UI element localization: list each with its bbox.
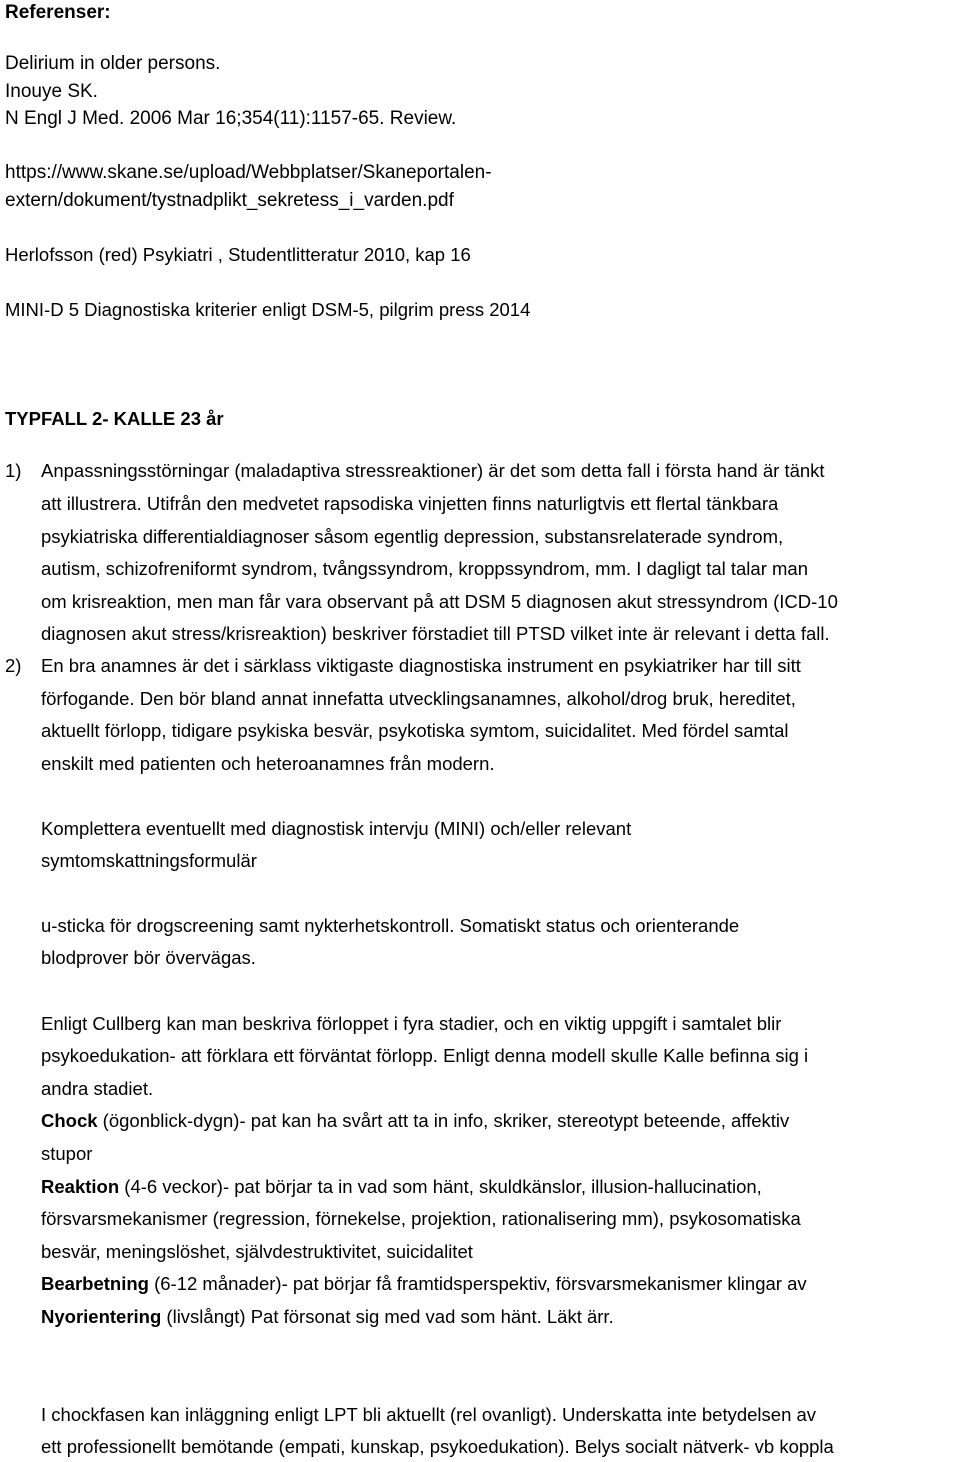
stage-text: (6-12 månader)- pat börjar få framtidsperspektiv, försvarsmekanismer klingar av bbox=[148, 1273, 807, 1294]
item2-line: enskilt med patienten och heteroanamnes från modern. bbox=[41, 753, 495, 774]
stage-line: stupor bbox=[41, 1143, 93, 1164]
reference-line: Delirium in older persons. bbox=[5, 53, 221, 74]
stage-text: (ögonblick-dygn)- pat kan ha svårt att ta in info, skriker, stereotypt beteende, affektiv bbox=[97, 1110, 790, 1131]
stage-term: Nyorientering bbox=[41, 1306, 162, 1327]
reference-line: Inouye SK. bbox=[5, 81, 98, 102]
item2-line: aktuellt förlopp, tidigare psykiska besvär, psykotiska symtom, suicidalitet. Med fördel samtal bbox=[41, 720, 789, 741]
stage-bearbetning bbox=[41, 1275, 807, 1294]
item1-line: att illustrera. Utifrån den medvetet rapsodiska vinjetten finns naturligtvis ett flertal tänkbara bbox=[41, 493, 779, 514]
reference-url-line: https://www.skane.se/upload/Webbplatser/Skaneportalen- bbox=[5, 162, 492, 183]
item1-line: om krisreaktion, men man får vara observant på att DSM 5 diagnosen akut stressyndrom (ICD-10 bbox=[41, 591, 838, 612]
paragraph-line: ett professionellt bemötande (empati, kunskap, psykoedukation). Belys socialt nätverk- vb koppla bbox=[41, 1436, 834, 1457]
reference-line: Herlofsson (red) Psykiatri , Studentlitteratur 2010, kap 16 bbox=[5, 244, 471, 265]
stage-reaktion bbox=[41, 1178, 762, 1197]
paragraph-line: andra stadiet. bbox=[41, 1078, 154, 1099]
item1-line: diagnosen akut stress/krisreaktion) beskriver förstadiet till PTSD vilket inte är relevant i detta fall. bbox=[41, 623, 830, 644]
case-heading-text: TYPFALL 2- KALLE 23 år bbox=[5, 408, 224, 429]
reference-line: MINI-D 5 Diagnostiska kriterier enligt DSM-5, pilgrim press 2014 bbox=[5, 299, 531, 320]
case-heading bbox=[5, 410, 224, 429]
stage-nyorientering bbox=[41, 1308, 614, 1327]
paragraph-line: I chockfasen kan inläggning enligt LPT bli aktuellt (rel ovanligt). Underskatta inte betydelsen av bbox=[41, 1404, 817, 1425]
references-heading bbox=[5, 3, 111, 22]
item1-line: Anpassningsstörningar (maladaptiva stressreaktioner) är det som detta fall i första hand är tänkt bbox=[41, 460, 825, 481]
paragraph-line: Enligt Cullberg kan man beskriva förloppet i fyra stadier, och en viktig uppgift i samtalet blir bbox=[41, 1013, 782, 1034]
item1-line: autism, schizofreniformt syndrom, tvångssyndrom, kroppssyndrom, mm. I dagligt tal talar man bbox=[41, 558, 808, 579]
stage-line: försvarsmekanismer (regression, förnekelse, projektion, rationalisering mm), psykosomatiska bbox=[41, 1208, 801, 1229]
reference-url-line: extern/dokument/tystnadplikt_sekretess_i_varden.pdf bbox=[5, 190, 454, 211]
stage-text: (4-6 veckor)- pat börjar ta in vad som hänt, skuldkänslor, illusion-hallucination, bbox=[119, 1176, 762, 1197]
stage-term: Reaktion bbox=[41, 1176, 120, 1197]
reference-line: N Engl J Med. 2006 Mar 16;354(11):1157-65. Review. bbox=[5, 108, 457, 129]
list-marker-2: 2) bbox=[5, 655, 22, 676]
stage-text: (livslångt) Pat försonat sig med vad som hänt. Läkt ärr. bbox=[161, 1306, 614, 1327]
stage-term: Bearbetning bbox=[41, 1273, 149, 1294]
stage-chock bbox=[41, 1112, 789, 1131]
item2-line: En bra anamnes är det i särklass viktigaste diagnostiska instrument en psykiatriker har till sitt bbox=[41, 655, 801, 676]
paragraph-line: u-sticka för drogscreening samt nykterhetskontroll. Somatiskt status och orienterande bbox=[41, 915, 740, 936]
stage-term: Chock bbox=[41, 1110, 98, 1131]
references-heading-text: Referenser: bbox=[5, 2, 111, 23]
paragraph-line: psykoedukation- att förklara ett förväntat förlopp. Enligt denna modell skulle Kalle befinna sig i bbox=[41, 1045, 809, 1066]
item1-line: psykiatriska differentialdiagnoser såsom egentlig depression, substansrelaterade syndrom, bbox=[41, 526, 784, 547]
list-marker-1: 1) bbox=[5, 460, 22, 481]
stage-line: besvär, meningslöshet, självdestruktivitet, suicidalitet bbox=[41, 1241, 473, 1262]
item2-line: förfogande. Den bör bland annat innefatta utvecklingsanamnes, alkohol/drog bruk, hereditet, bbox=[41, 688, 796, 709]
paragraph-line: blodprover bör övervägas. bbox=[41, 947, 256, 968]
paragraph-line: Komplettera eventuellt med diagnostisk intervju (MINI) och/eller relevant bbox=[41, 818, 632, 839]
paragraph-line: symtomskattningsformulär bbox=[41, 850, 257, 871]
